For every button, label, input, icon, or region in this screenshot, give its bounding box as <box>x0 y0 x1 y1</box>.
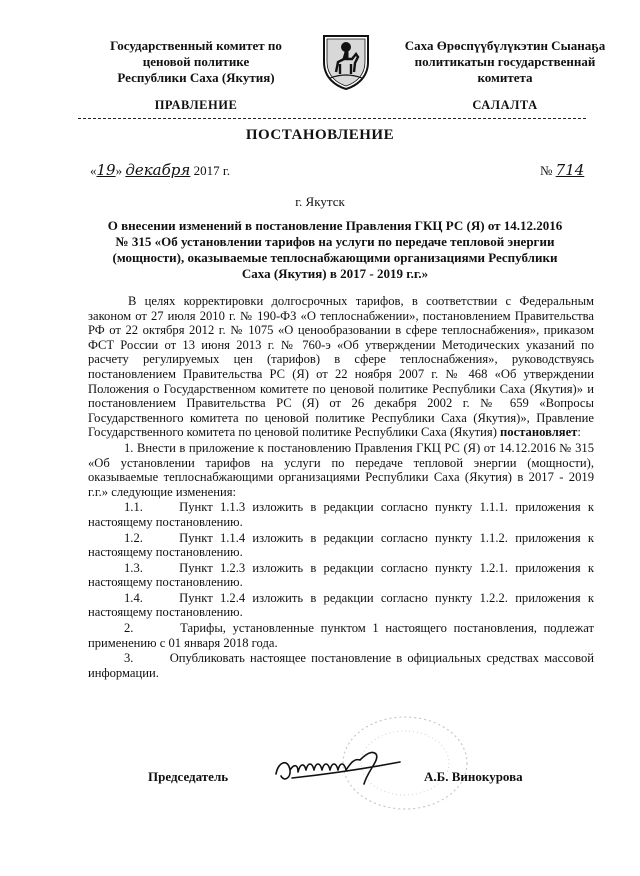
item-text: Внести в приложение к постановлению Правления ГКЦ РС (Я) от 14.12.2016 № 315 «Об установлении тарифов на услуги по передаче тепловой энергии (мощности), оказываемые теплоснабжающими организациями Республики Саха (Якутия) в 2017 - 2019 г.г.» следующие изменения: <box>88 440 595 499</box>
date-open-quote: « <box>90 163 97 178</box>
item-3 <box>88 651 594 680</box>
header-right-line-1: Саха Өрөспүүбүлүкэтин Сыанаҕа <box>404 38 606 53</box>
item-number: 3. <box>124 651 134 666</box>
item-text: Пункт 1.2.3 изложить в редакции согласно пункту 1.2.1. приложения к настоящему постановлению. <box>88 560 594 590</box>
document-number <box>540 161 584 179</box>
item-text: Тарифы, установленные пунктом 1 настоящего постановления, подлежат применению с 01 января 2018 года. <box>88 621 594 650</box>
item-1-4 <box>88 591 594 620</box>
document-city: г. Якутск <box>295 194 345 209</box>
number-value: 714 <box>555 161 585 179</box>
board-label-sakha: САЛАЛТА <box>472 98 538 112</box>
header-right-line-2: политикатын государственнай <box>414 54 596 69</box>
item-1-2 <box>88 531 594 560</box>
preamble-emphasis: постановляет <box>500 425 578 440</box>
document-type-title: ПОСТАНОВЛЕНИЕ <box>245 127 395 143</box>
header-left-line-2: ценовой политике <box>142 54 250 69</box>
item-text: Пункт 1.1.3 изложить в редакции согласно пункту 1.1.1. приложения к настоящему постановлению. <box>88 500 594 529</box>
date-day: 19 <box>96 161 116 179</box>
date-month: декабря <box>125 161 191 179</box>
item-1 <box>88 441 594 499</box>
header-left-line-1: Государственный комитет по <box>110 38 282 53</box>
document-subject: О внесении изменений в постановление Правления ГКЦ РС (Я) от 14.12.2016 № 315 «Об установлении тарифов на услуги по передаче тепловой энергии (мощности), оказываемые теплоснабжающими организациями Республики Саха (Якутия) в 2017 - 2019 г.г.» <box>107 218 563 281</box>
signatory-name: А.Б. Винокурова <box>424 769 523 784</box>
item-number: 2. <box>124 621 134 636</box>
date-year: 2017 г. <box>193 163 230 178</box>
item-text: Пункт 1.2.4 изложить в редакции согласно пункту 1.2.2. приложения к настоящему постановлению. <box>88 590 594 620</box>
board-label-russian: ПРАВЛЕНИЕ <box>154 98 238 112</box>
preamble-paragraph <box>88 294 594 440</box>
preamble-text: В целях корректировки долгосрочных тарифов, в соответствии с Федеральным законом от 27 июля 2010 г. № 190-ФЗ «О теплоснабжении», постановлением Правительства РФ от 22 октября 2012 г. № 1075 «О ценообразовании в сфере теплоснабжения», приказом ФСТ России от 13 июня 2013 г. № 760-э «Об утверждении Методических указаний по расчету регулируемых цен (тарифов) в сфере теплоснабжения», руководствуясь постановлением Правительства РС (Я) от 22 ноября 2007 г. № 468 «Об утверждении Положения о Государственном комитете по ценовой политике Республики Саха (Якутия)» и постановлением Правительства РС (Я) от 26 декабря 2002 г. № 659 «Вопросы Государственного комитета по ценовой политике Республики Саха (Якутия)», Правление Государственного комитета по ценовой политике Республики Саха (Якутия) <box>88 294 594 440</box>
item-number: 1.2. <box>124 530 143 545</box>
header-divider <box>78 118 586 119</box>
item-2 <box>88 621 594 650</box>
item-number: 1.1. <box>124 500 143 515</box>
item-number: 1.4. <box>124 590 143 605</box>
document-body <box>88 294 594 680</box>
item-1-3 <box>88 561 594 590</box>
signatory-title: Председатель <box>148 769 229 784</box>
header-left-line-3: Республики Саха (Якутия) <box>117 70 275 85</box>
committee-name-russian <box>96 38 296 86</box>
number-label: № <box>540 163 553 178</box>
preamble-end: : <box>577 425 581 440</box>
item-number: 1.3. <box>124 560 143 575</box>
item-text: Пункт 1.1.4 изложить в редакции согласно пункту 1.1.2. приложения к настоящему постановлению. <box>88 530 594 560</box>
document-date <box>90 161 230 179</box>
item-number: 1. <box>124 440 134 455</box>
item-1-1 <box>88 500 594 529</box>
date-close-quote: » <box>115 163 123 178</box>
handwritten-signature-icon <box>268 740 418 790</box>
header-right-line-3: комитета <box>477 70 533 85</box>
committee-name-sakha <box>390 38 620 86</box>
item-text: Опубликовать настоящее постановление в официальных средствах массовой информации. <box>88 651 594 680</box>
coat-of-arms-icon <box>318 32 374 90</box>
